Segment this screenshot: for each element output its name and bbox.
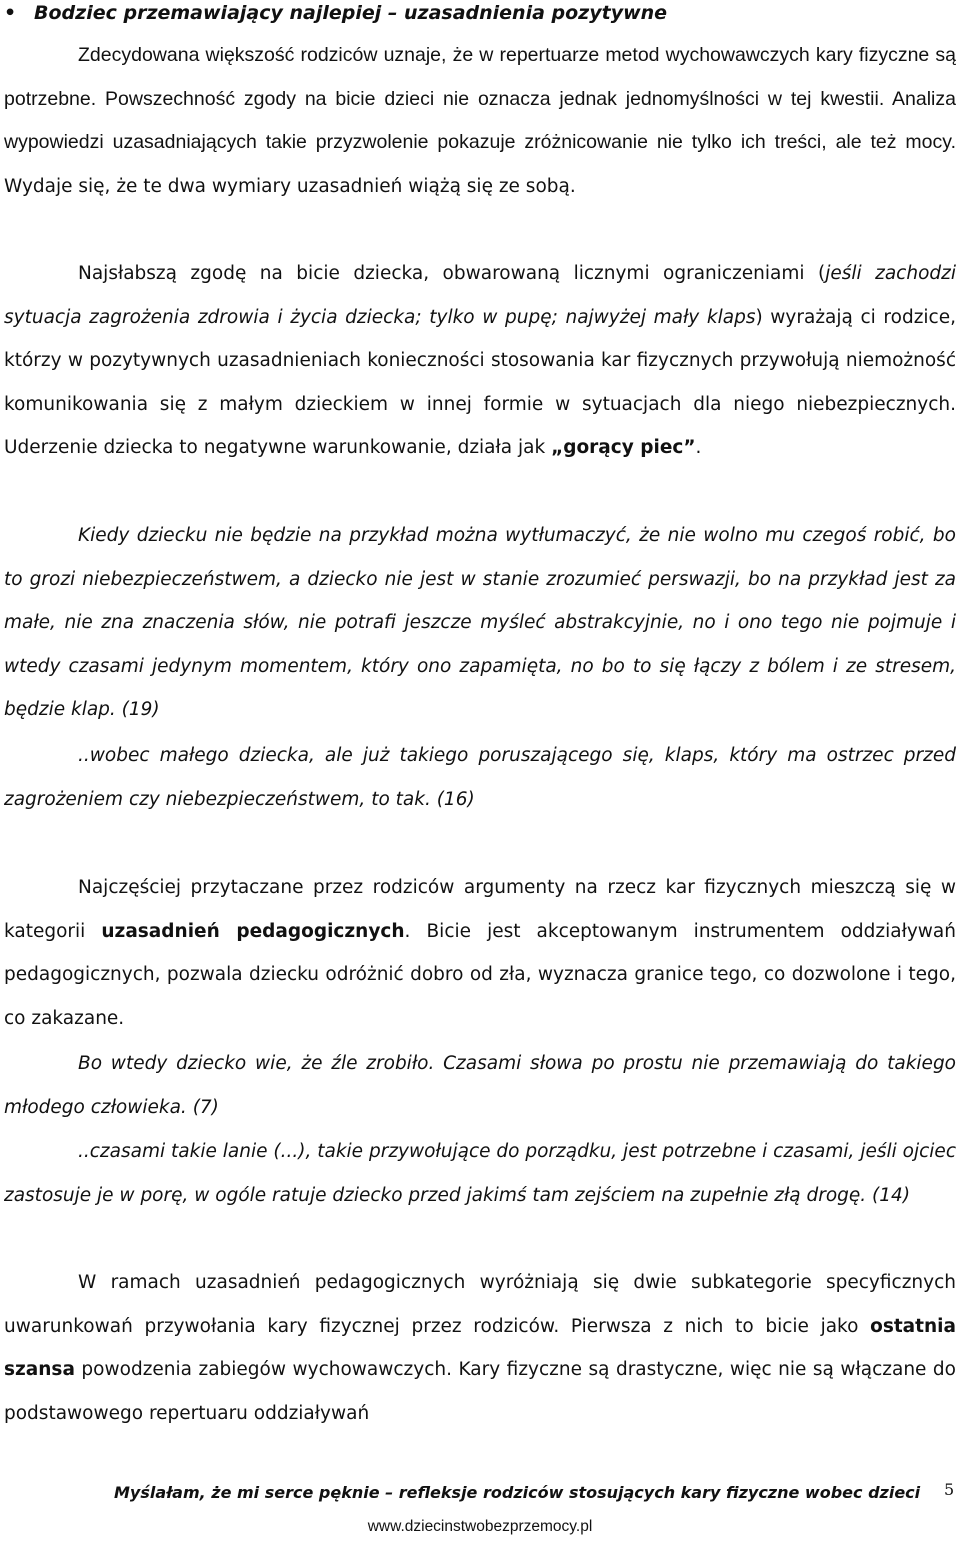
paragraph-text: W ramach uzasadnień pedagogicznych wyróżniają się dwie subkategorie specyficznych uwarunkowań przywołania kary fizycznej przez rodziców. Pierwsza z nich to bicie jako [4, 1272, 956, 1337]
page-number: 5 [944, 1480, 955, 1499]
quote-14 [4, 1130, 956, 1217]
paragraph-text: . Bicie jest akceptowanym instrumentem oddziaływań pedagogicznych, pozwala dziecku odróżnić dobro od zła, wyznacza granice tego, co dozwolone i tego, co zakazane. [4, 920, 956, 1029]
quote-text: Bo wtedy dziecko wie, że źle zrobiło. Czasami słowa po prostu nie przemawiają do takiego młodego człowieka. (7) [4, 1053, 956, 1118]
paragraph-intro [4, 34, 956, 208]
paragraph-text: Najsłabszą zgodę na bicie dziecka, obwarowaną licznymi ograniczeniami ( [78, 263, 826, 284]
bold-phrase: uzasadnień pedagogicznych [101, 920, 405, 942]
quote-16 [4, 734, 956, 821]
paragraph-subcategories [4, 1261, 956, 1435]
paragraph-pedagogical [4, 866, 956, 1040]
quote-text: ..wobec małego dziecka, ale już takiego poruszającego się, klaps, który ma ostrzec przed zagrożeniem czy niebezpieczeństwem, to tak. (16) [4, 745, 956, 810]
paragraph-text: . [695, 437, 702, 459]
italic-conditions: jeśli zachodzi sytuacja zagrożenia zdrowia i życia dziecka; tylko w pupę; najwyżej mały klaps [4, 263, 956, 328]
paragraph-text: powodzenia zabiegów wychowawczych. Kary fizyczne są drastyczne, więc nie są włączane do podstawowego repertuaru oddziaływań [4, 1359, 956, 1424]
quote-7 [4, 1042, 956, 1129]
paragraph-text: Najczęściej przytaczane przez rodziców argumenty na rzecz kar fizycznych mieszczą się w kategorii [4, 877, 956, 942]
footer-title: Myślałam, że mi serce pęknie – refleksje rodziców stosujących kary fizyczne wobec dzieci [114, 1483, 921, 1502]
section-heading-text: Bodziec przemawiający najlepiej – uzasadnienia pozytywne [34, 2, 668, 24]
footer-url: www.dziecinstwobezprzemocy.pl [367, 1518, 593, 1535]
paragraph-intro-text: Zdecydowana większość rodziców uznaje, że w repertuarze metod wychowawczych kary fizyczne są potrzebne. Powszechność zgody na bicie dzieci nie oznacza jednak jednomyślności w tej kwestii. Analiza wypowiedzi uzasadniających takie przyzwolenie pokazuje zróżnicowanie nie tylko ich treści, ale też mocy. [4, 44, 956, 154]
bullet-icon: • [4, 2, 17, 24]
quote-19 [4, 514, 956, 732]
bold-phrase: „gorący piec” [551, 437, 696, 459]
paragraph-text: ) wyrażają ci rodzice, którzy w pozytywnych uzasadnieniach konieczności stosowania kar fizycznych przywołują niemożność komunikowania się z małym dzieckiem w innej formie w sytuacjach dla niego niebezpiecznych. Uderzenie dziecka to negatywne warunkowanie, działa jak [4, 306, 956, 459]
quote-text: ..czasami takie lanie (...), takie przywołujące do porządku, jest potrzebne i czasami, jeśli ojciec zastosuje je w porę, w ogóle ratuje dziecko przed jakimś tam zejściem na zupełnie złą drogę. (14) [4, 1141, 956, 1206]
bold-phrase: ostatnia szansa [4, 1315, 956, 1381]
paragraph-weakest-consent [4, 252, 956, 470]
paragraph-intro-tail: Wydaje się, że te dwa wymiary uzasadnień wiążą się ze sobą. [4, 175, 576, 197]
quote-text: Kiedy dziecku nie będzie na przykład można wytłumaczyć, że nie wolno mu czegoś robić, bo to grozi niebezpieczeństwem, a dziecko nie jest w stanie zrozumieć perswazji, bo na przykład jest za małe, nie zna znaczenia słów, nie potrafi jeszcze myśleć abstrakcyjnie, no i ono tego nie pojmuje i wtedy czasami jedynym momentem, który ono zapamięta, no bo to się łączy z bólem i ze stresem, będzie klap. (19) [4, 525, 956, 721]
